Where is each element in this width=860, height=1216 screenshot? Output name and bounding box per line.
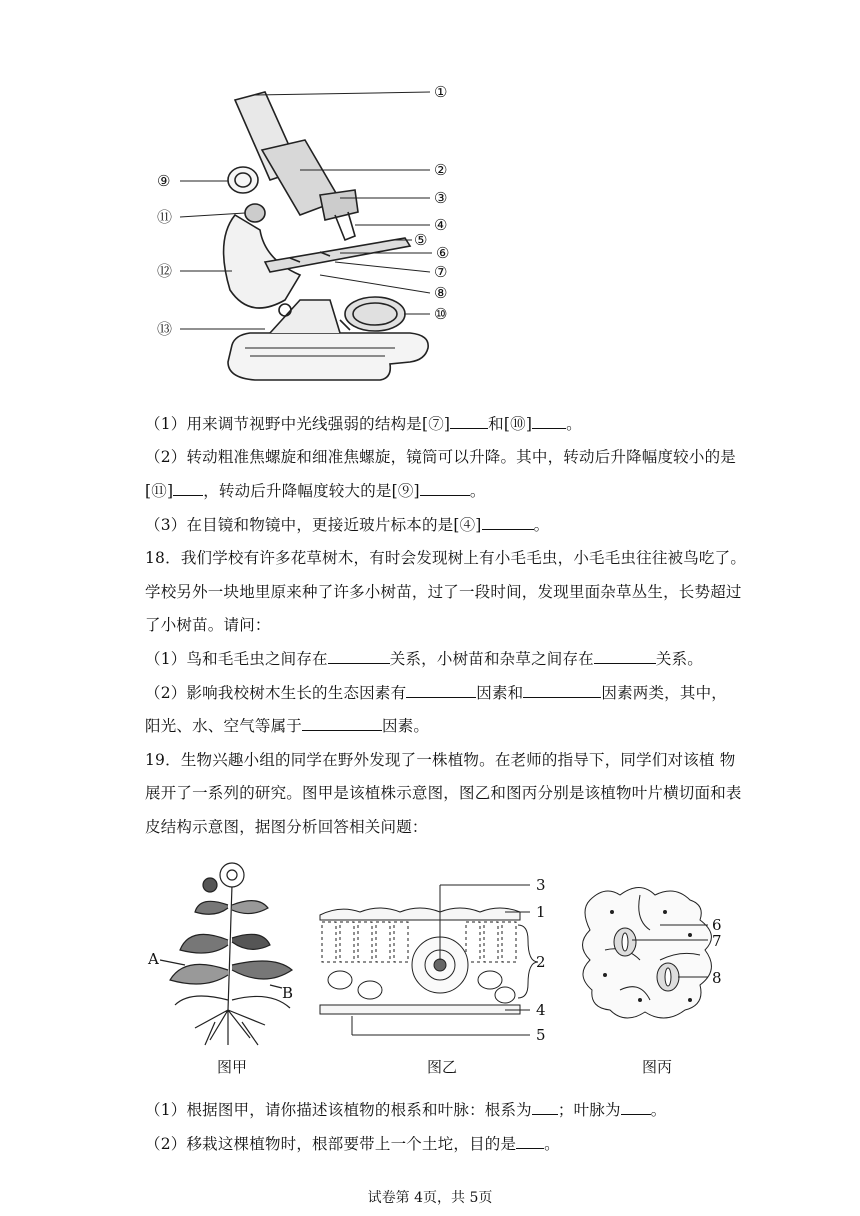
label-12: ⑫ — [157, 262, 173, 280]
answer-blank[interactable] — [532, 414, 566, 429]
label-2: ② — [434, 161, 448, 179]
label-7: ⑦ — [434, 263, 448, 281]
answer-blank[interactable] — [328, 649, 390, 664]
answer-blank[interactable] — [420, 481, 470, 496]
label-9: ⑨ — [157, 172, 171, 190]
yi-label-5: 5 — [536, 1026, 546, 1044]
q18-line1: 18．我们学校有许多花草树木，有时会发现树上有小毛毛虫，小毛毛虫往往被鸟吃了。 — [145, 549, 747, 567]
answer-blank[interactable] — [523, 683, 601, 698]
microscope-figure — [0, 0, 860, 400]
q18-line5: （2）影响我校树木生长的生态因素有 因素和 因素两类，其中， — [145, 684, 727, 702]
answer-blank[interactable] — [302, 716, 382, 731]
answer-blank[interactable] — [594, 649, 656, 664]
plant-diagram — [160, 863, 292, 1045]
yi-label-1: 1 — [536, 903, 546, 921]
answer-blank[interactable] — [406, 683, 476, 698]
label-1: ① — [434, 83, 448, 101]
q18-line3: 了小树苗。请问： — [145, 616, 271, 634]
answer-blank[interactable] — [173, 481, 203, 496]
q19-line4: （1）根据图甲，请你描述该植物的根系和叶脉：根系为 ；叶脉为 。 — [145, 1101, 667, 1119]
q18-line2: 学校另外一块地里原来种了许多小树苗，过了一段时间，发现里面杂草丛生，长势超过 — [145, 583, 742, 601]
label-10: ⑩ — [434, 305, 448, 323]
page-footer: 试卷第 4页，共 5页 — [367, 1190, 493, 1206]
label-B: B — [282, 984, 294, 1002]
q19-line3: 皮结构示意图，据图分析回答相关问题： — [145, 818, 428, 836]
label-A: A — [148, 950, 159, 968]
label-3: ③ — [434, 189, 448, 207]
leaf-cross-section — [320, 885, 538, 1035]
yi-label-2: 2 — [536, 953, 546, 971]
q17-line4: （3）在目镜和物镜中，更接近玻片标本的是[④] 。 — [145, 516, 550, 534]
label-4: ④ — [434, 216, 448, 234]
q19-line1: 19．生物兴趣小组的同学在野外发现了一株植物。在老师的指导下，同学们对该植 物 — [145, 751, 736, 769]
bing-label-8: 8 — [712, 969, 722, 987]
label-5: ⑤ — [414, 231, 428, 249]
q17-line2: （2）转动粗准焦螺旋和细准焦螺旋，镜筒可以升降。其中，转动后升降幅度较小的是 — [145, 448, 736, 466]
caption-jia: 图甲 — [217, 1058, 248, 1076]
bing-label-7: 7 — [712, 932, 722, 950]
q18-line4: （1）鸟和毛毛虫之间存在 关系，小树苗和杂草之间存在 关系。 — [145, 650, 703, 668]
answer-blank[interactable] — [532, 1100, 558, 1115]
answer-blank[interactable] — [450, 414, 488, 429]
q17-line3: [⑪] ，转动后升降幅度较大的是[⑨] 。 — [145, 482, 486, 500]
answer-blank[interactable] — [516, 1134, 544, 1149]
q19-line5: （2）移栽这棵植物时，根部要带上一个土坨，目的是 。 — [145, 1135, 560, 1153]
q17-line1: （1）用来调节视野中光线强弱的结构是[⑦] 和[⑩] 。 — [145, 415, 582, 433]
label-13: ⑬ — [157, 320, 173, 338]
caption-bing: 图丙 — [642, 1058, 673, 1076]
caption-yi: 图乙 — [427, 1058, 458, 1076]
yi-label-3: 3 — [536, 876, 546, 894]
label-11: ⑪ — [157, 208, 173, 226]
label-6: ⑥ — [436, 244, 450, 262]
answer-blank[interactable] — [621, 1100, 651, 1115]
yi-label-4: 4 — [536, 1001, 546, 1019]
q19-line2: 展开了一系列的研究。图甲是该植株示意图，图乙和图丙分别是该植物叶片横切面和表 — [145, 784, 742, 802]
epidermis-diagram — [583, 888, 712, 1019]
answer-blank[interactable] — [482, 515, 534, 530]
label-8: ⑧ — [434, 284, 448, 302]
q18-line6: 阳光、水、空气等属于 因素。 — [145, 717, 430, 735]
bing-label-6: 6 — [712, 916, 722, 934]
